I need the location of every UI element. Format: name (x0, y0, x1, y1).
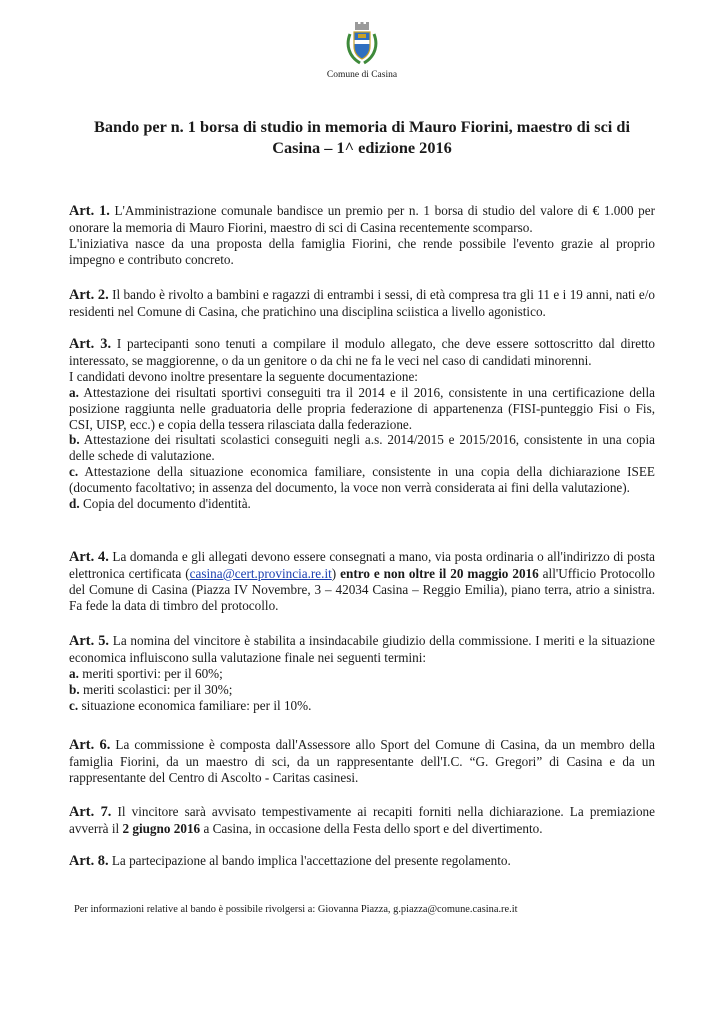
list-item (69, 666, 655, 682)
article-label: Art. 2. (69, 287, 109, 303)
list-item (69, 496, 655, 512)
article-label: Art. 1. (69, 203, 110, 219)
article-2 (69, 287, 655, 320)
article-7 (69, 804, 655, 837)
article-label: Art. 7. (69, 804, 112, 820)
title-line-1: Bando per n. 1 borsa di studio in memoria di Mauro Fiorini, maestro di sci di (94, 117, 630, 136)
list-item (69, 682, 655, 698)
article-8 (69, 853, 655, 870)
list-text: situazione economica familiare: per il 10%. (78, 697, 312, 713)
list-text: Copia del documento d'identità. (79, 496, 251, 512)
comune-name: Comune di Casina (326, 70, 398, 80)
list-item (69, 432, 655, 464)
article-4 (69, 549, 655, 614)
pec-email-link[interactable]: casina@cert.provincia.re.it (189, 565, 332, 581)
article-text: ) (331, 565, 341, 581)
list-text: Attestazione della situazione economica familiare, consistente in una copia della dichiarazione ISEE (documento facoltativo; in assenza del documento, la voce non verrà considerata ai fini della valutazione). (69, 464, 655, 496)
article-label: Art. 3. (69, 336, 112, 352)
article-label: Art. 4. (69, 549, 109, 565)
list-text: Attestazione dei risultati scolastici conseguiti negli a.s. 2014/2015 e 2015/2016, consistente in una copia delle schede di valutazione. (69, 432, 655, 464)
article-text: La domanda e gli allegati devono essere consegnati a mano, via posta ordinaria o all'indirizzo di posta elettronica certificata ( (69, 549, 656, 581)
article-label: Art. 6. (69, 737, 111, 753)
article-text: Il bando è rivolto a bambini e ragazzi di entrambi i sessi, di età compresa tra gli 11 e i 19 anni, nati e/o residenti nel Comune di Casina, che pratichino una disciplina sciistica a livello agonistico. (69, 287, 655, 319)
title-line-2: Casina – 1^ edizione 2016 (272, 138, 452, 157)
coat-of-arms-icon (346, 22, 378, 66)
article-label: Art. 5. (69, 633, 110, 649)
footer-contact: Per informazioni relative al bando è possibile rivolgersi a: Giovanna Piazza, g.piazza@comune.casina.re.it (74, 904, 518, 915)
article-text: I candidati devono inoltre presentare la seguente documentazione: (69, 368, 418, 384)
article-text: Il vincitore sarà avvisato tempestivamente ai recapiti forniti nella dichiarazione. La premiazione avverrà il (69, 804, 655, 836)
article-label: Art. 8. (69, 853, 109, 869)
list-text: meriti sportivi: per il 60%; (78, 665, 223, 681)
ceremony-date: 2 giugno 2016 (122, 820, 201, 836)
list-letter: c. (69, 697, 79, 713)
article-3 (69, 336, 655, 512)
article-text: L'iniziativa nasce da una proposta della famiglia Fiorini, che rende possibile l'evento grazie al proprio impegno e contributo concreto. (69, 235, 655, 267)
list-letter: c. (69, 464, 79, 480)
article-1 (69, 203, 655, 268)
list-letter: d. (69, 496, 80, 512)
article-6 (69, 737, 655, 786)
article-text: all'Ufficio Protocollo del Comune di Casina (Piazza IV Novembre, 3 – 42034 Casina – Reggio Emilia), piano terra, atrio a sinistra. Fa fede la data di timbro del protocollo. (69, 565, 655, 613)
article-5 (69, 633, 655, 714)
article-text: La nomina del vincitore è stabilita a insindacabile giudizio della commissione. I meriti e la situazione economica influiscono sulla valutazione finale nei seguenti termini: (69, 633, 655, 665)
article-text: a Casina, in occasione della Festa dello sport e del divertimento. (200, 820, 543, 836)
article-text: I partecipanti sono tenuti a compilare il modulo allegato, che deve essere sottoscritto dal diretto interessato, se maggiorenne, o da un genitore o da chi ne fa le veci nel caso di candidati minorenni. (69, 336, 656, 368)
list-item (69, 698, 655, 714)
list-letter: b. (69, 681, 80, 697)
article-text: La commissione è composta dall'Assessore allo Sport del Comune di Casina, da un membro della famiglia Fiorini, da un maestro di sci, da un rappresentante dell'I.C. “G. Gregori” di Casina e da un rappresentante del Centro di Ascolto - Caritas casinesi. (69, 737, 655, 785)
list-item (69, 464, 655, 496)
article-text: La partecipazione al bando implica l'accettazione del presente regolamento. (108, 853, 511, 868)
list-item (69, 385, 655, 433)
list-letter: b. (69, 432, 80, 448)
article-text: L'Amministrazione comunale bandisce un premio per n. 1 borsa di studio del valore di € 1.000 per onorare la memoria di Mauro Fiorini, maestro di sci di Casina recentemente scomparso. (69, 203, 655, 235)
list-text: Attestazione dei risultati sportivi conseguiti tra il 2014 e il 2016, consistente in una certificazione della posizione raggiunta nelle graduatoria delle propria federazione di appartenenza (FISI-punteggio Fisi o Fis, CSI, UISP, ecc.) e copia della tessera rilasciata dalla federazione. (69, 384, 655, 432)
document-title (80, 116, 644, 158)
list-letter: a. (69, 665, 79, 681)
list-text: meriti scolastici: per il 30%; (79, 681, 233, 697)
deadline-text: entro e non oltre il 20 maggio 2016 (340, 565, 539, 581)
list-letter: a. (69, 384, 79, 400)
